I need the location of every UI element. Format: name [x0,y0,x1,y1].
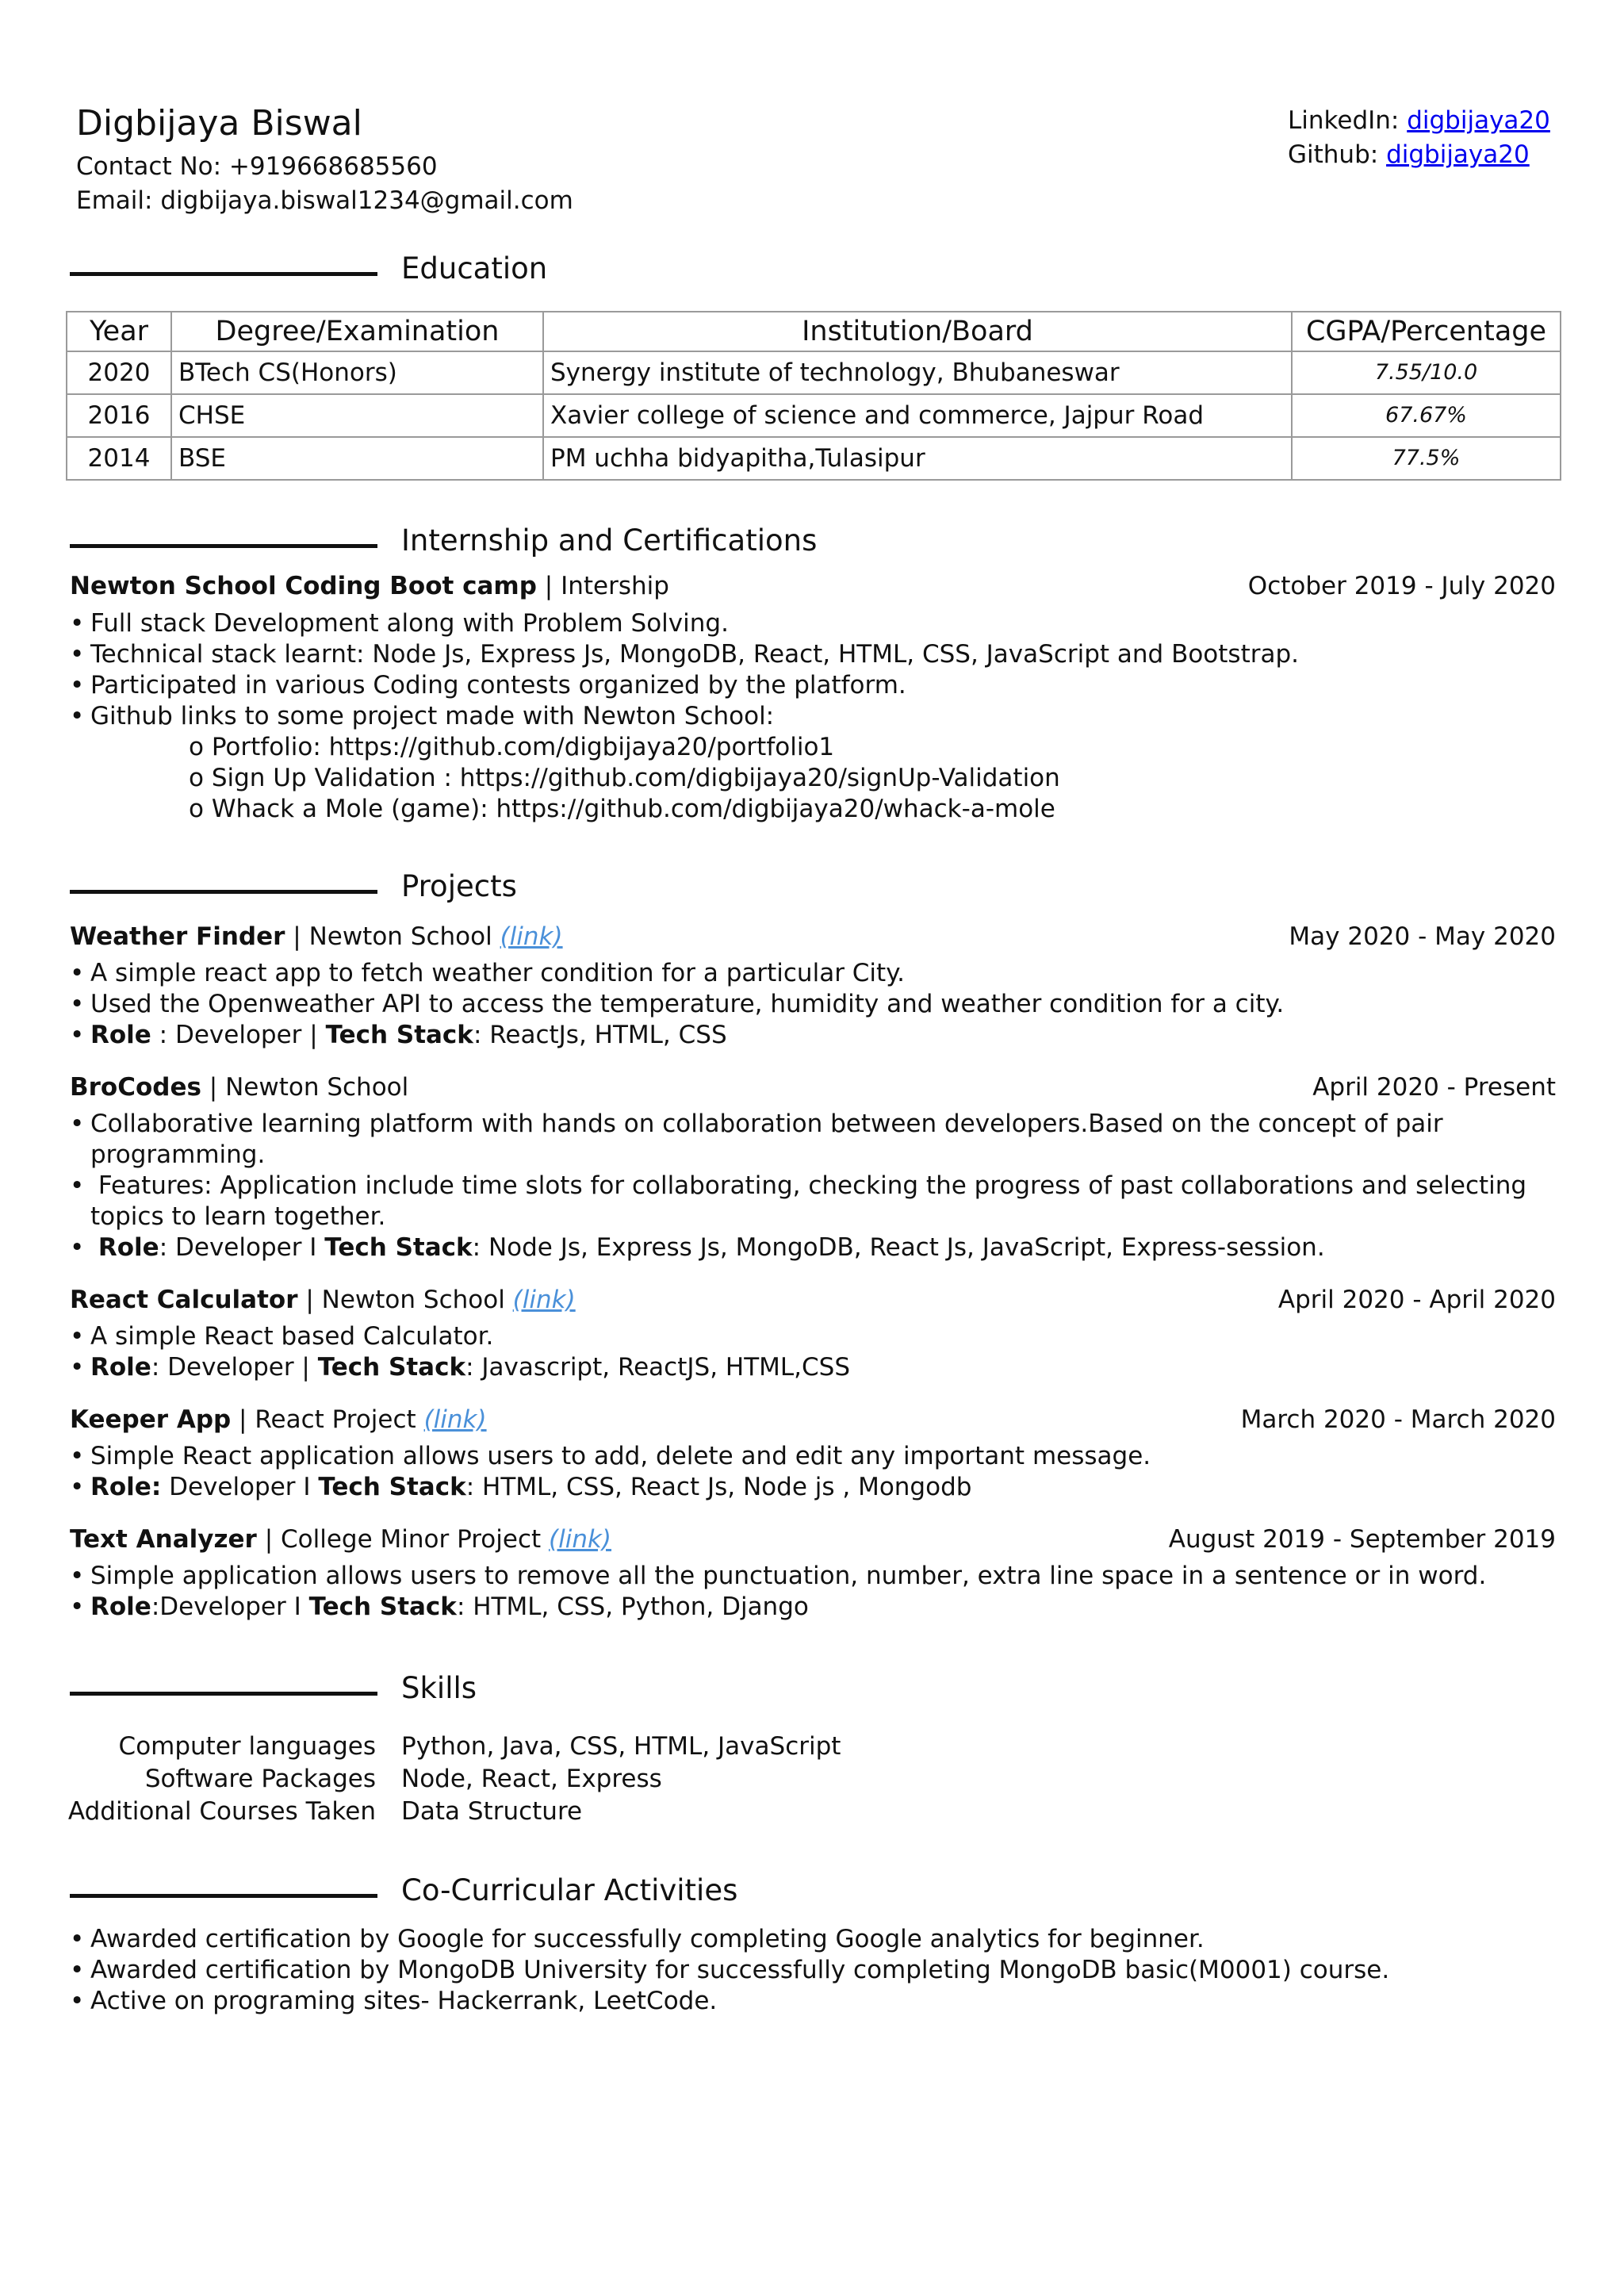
bullet-text: A simple react app to fetch weather condition for a particular City. [90,959,905,987]
section-rule [70,272,377,276]
bullet-text: Used the Openweather API to access the temperature, humidity and weather condition for a city. [90,990,1285,1018]
bullet-char: • [70,1110,85,1138]
project-heading [70,1404,1556,1435]
skill-label: Computer languages [118,1732,376,1761]
role-separator: : [151,1353,168,1382]
list-item [70,670,1561,701]
project-org: Newton School [225,1073,409,1102]
pipe-separator: | [201,1073,226,1102]
bullet-text: Collaborative learning platform with hands on collaboration between developers.Based on the concept of pair programming. [90,1110,1443,1169]
cell-year: 2020 [67,351,171,394]
role-line [70,1472,1561,1503]
section-title-skills: Skills [401,1671,477,1705]
table-row [67,351,1561,394]
list-item [70,1561,1561,1592]
skill-label: Software Packages [144,1765,376,1793]
project-heading [70,1284,1556,1316]
bullet-char: • [70,1322,85,1351]
bullet-text: Full stack Development along with Problem Solving. [90,609,729,638]
pipe-separator: | [231,1405,255,1434]
tech-stack-value: : ReactJs, HTML, CSS [473,1021,727,1049]
project-title: Weather Finder [70,922,285,951]
email-label: Email: [76,186,161,215]
project-title: React Calculator [70,1286,298,1314]
contact-value: +919668685560 [228,152,438,181]
candidate-name: Digbijaya Biswal [76,103,362,144]
column-header-institution: Institution/Board [543,312,1292,351]
bullet-char: • [70,1021,85,1049]
section-rule [70,544,377,548]
project-org: React Project [255,1405,416,1434]
role-line [70,1232,1561,1263]
role-label: Role [90,1593,151,1621]
table-row [67,437,1561,480]
project-date: April 2020 - Present [1312,1073,1556,1102]
bullet-char: • [70,640,85,669]
role-value: Developer [167,1353,294,1382]
list-item [70,608,1561,639]
project-date: August 2019 - September 2019 [1168,1525,1556,1554]
role-separator: : [151,1593,160,1621]
list-item [70,1986,1561,2017]
list-item [70,1321,1561,1352]
column-header-degree: Degree/Examination [171,312,543,351]
project-link[interactable]: (link) [512,1286,576,1314]
role-value: Developer [169,1473,296,1501]
education-header-row [67,312,1561,351]
project-heading [70,1071,1556,1103]
section-title-education: Education [401,251,548,286]
cell-degree: CHSE [171,394,543,437]
email-value: digbijaya.biswal1234@gmail.com [160,186,573,215]
email-line [76,185,573,217]
skill-label: Additional Courses Taken [67,1797,376,1826]
tech-stack-label: Tech Stack [317,1353,466,1382]
skill-value: Python, Java, CSS, HTML, JavaScript [401,1732,841,1761]
skill-value: Node, React, Express [401,1765,662,1793]
role-separator: : [151,1021,175,1049]
cell-degree: BTech CS(Honors) [171,351,543,394]
tech-stack-label: Tech Stack [308,1593,457,1621]
pipe-separator: | [256,1525,281,1554]
list-item [70,1955,1561,1986]
education-table [66,311,1561,481]
bullet-text: Simple application allows users to remove all the punctuation, number, extra line space in a sentence or in word. [90,1562,1487,1590]
column-header-score: CGPA/Percentage [1292,312,1561,351]
list-item [70,1924,1561,1955]
table-row [67,394,1561,437]
project-link[interactable]: (link) [423,1405,487,1434]
contact-number [76,151,438,182]
bullet-char: • [70,1925,85,1953]
bullet-text: Participated in various Coding contests organized by the platform. [90,671,906,700]
bullet-char: • [70,702,85,730]
project-org: Newton School [321,1286,505,1314]
bullet-text: Github links to some project made with Newton School: [90,702,775,730]
list-item [70,989,1561,1020]
pipe-separator: | [285,922,309,951]
project-date: March 2020 - March 2020 [1240,1405,1556,1434]
project-date: April 2020 - April 2020 [1277,1286,1556,1314]
project-title: Text Analyzer [70,1525,257,1554]
role-value: Developer [175,1233,302,1262]
github-label: Github: [1288,140,1387,169]
role-label: Role [98,1233,159,1262]
project-date: May 2020 - May 2020 [1289,922,1556,951]
role-value: Developer [159,1593,286,1621]
pipe-separator: | [293,1353,318,1382]
tech-stack-value: : HTML, CSS, React Js, Node js , Mongodb [465,1473,972,1501]
cell-score: 7.55/10.0 [1292,351,1561,394]
project-org: College Minor Project [281,1525,542,1554]
cell-year: 2014 [67,437,171,480]
cell-year: 2016 [67,394,171,437]
bullet-char: • [70,1956,85,1984]
contact-label: Contact No: [76,152,229,181]
github-project-link: o Portfolio: https://github.com/digbijaya20/portfolio1 [189,733,835,761]
bullet-char: • [70,990,85,1018]
list-item [70,1441,1561,1472]
bullet-char: • [70,1442,85,1470]
role-value: Developer [174,1021,302,1049]
cell-institution: PM uchha bidyapitha,Tulasipur [543,437,1292,480]
project-title: Keeper App [70,1405,232,1434]
internship-heading [70,570,1556,602]
section-title-projects: Projects [401,869,517,903]
tech-stack-value: : Node Js, Express Js, MongoDB, React Js, JavaScript, Express-session. [472,1233,1325,1262]
bullet-char: • [70,1987,85,2015]
bullet-text: Awarded certification by Google for successfully completing Google analytics for beginner. [90,1925,1205,1953]
github-line [1288,139,1530,171]
linkedin-line [1288,105,1550,136]
project-heading [70,1524,1556,1555]
tech-stack-label: Tech Stack [325,1021,473,1049]
bullet-text: A simple React based Calculator. [90,1322,494,1351]
tech-stack-label: Tech Stack [318,1473,466,1501]
internship-type: Intership [561,572,669,600]
internship-title: Newton School Coding Boot camp [70,572,537,600]
cell-score: 77.5% [1292,437,1561,480]
cell-score: 67.67% [1292,394,1561,437]
section-title-internship: Internship and Certifications [401,523,818,558]
bullet-char: • [70,1562,85,1590]
pipe-separator: | [301,1021,326,1049]
cell-degree: BSE [171,437,543,480]
role-separator: : [159,1233,175,1262]
role-label: Role [90,1353,151,1382]
github-project-link: o Whack a Mole (game): https://github.com/digbijaya20/whack-a-mole [189,795,1055,823]
github-project-link: o Sign Up Validation : https://github.com/digbijaya20/signUp-Validation [189,764,1060,792]
list-item [70,1109,1561,1171]
project-link[interactable]: (link) [549,1525,612,1554]
bullet-char: • [70,609,85,638]
bullet-char: • [70,1171,85,1200]
pipe-separator: I [301,1233,325,1262]
section-rule [70,1894,377,1898]
cell-institution: Xavier college of science and commerce, Jajpur Road [543,394,1292,437]
column-header-year: Year [67,312,171,351]
list-item [70,1171,1561,1232]
role-line [70,1592,1561,1623]
section-rule [70,1692,377,1696]
bullet-char: • [70,1353,85,1382]
pipe-separator: | [297,1286,322,1314]
project-title: BroCodes [70,1073,201,1102]
bullet-char: • [70,1473,85,1501]
role-label: Role: [90,1473,162,1501]
project-heading [70,921,1556,953]
tech-stack-label: Tech Stack [324,1233,473,1262]
pipe-separator: | [536,572,561,600]
linkedin-label: LinkedIn: [1288,106,1408,135]
internship-date: October 2019 - July 2020 [1247,572,1556,600]
bullet-text: Active on programing sites- Hackerrank, LeetCode. [90,1987,718,2015]
linkedin-link[interactable]: digbijaya20 [1407,106,1550,135]
role-line [70,1020,1561,1051]
list-item [70,958,1561,989]
section-rule [70,890,377,894]
pipe-separator: I [285,1593,309,1621]
list-item [70,701,1561,732]
project-org: Newton School [308,922,492,951]
pipe-separator: I [295,1473,319,1501]
bullet-text: Awarded certification by MongoDB University for successfully completing MongoDB basic(M0001) course. [90,1956,1390,1984]
role-label: Role [90,1021,151,1049]
role-line [70,1352,1561,1383]
list-item [70,639,1561,670]
project-link[interactable]: (link) [500,922,563,951]
skill-value: Data Structure [401,1797,583,1826]
bullet-char: • [70,1233,85,1262]
cell-institution: Synergy institute of technology, Bhubaneswar [543,351,1292,394]
bullet-text: Simple React application allows users to add, delete and edit any important message. [90,1442,1151,1470]
bullet-text: Technical stack learnt: Node Js, Express Js, MongoDB, React, HTML, CSS, JavaScript and Bootstrap. [90,640,1300,669]
bullet-char: • [70,1593,85,1621]
section-title-cocurricular: Co-Curricular Activities [401,1873,738,1907]
bullet-text: Features: Application include time slots for collaborating, checking the progress of past collaborations and selecting topics to learn together. [90,1171,1534,1231]
role-separator [161,1473,169,1501]
tech-stack-value: : Javascript, ReactJS, HTML,CSS [465,1353,851,1382]
github-link[interactable]: digbijaya20 [1386,140,1530,169]
tech-stack-value: : HTML, CSS, Python, Django [456,1593,809,1621]
bullet-char: • [70,671,85,700]
bullet-char: • [70,959,85,987]
